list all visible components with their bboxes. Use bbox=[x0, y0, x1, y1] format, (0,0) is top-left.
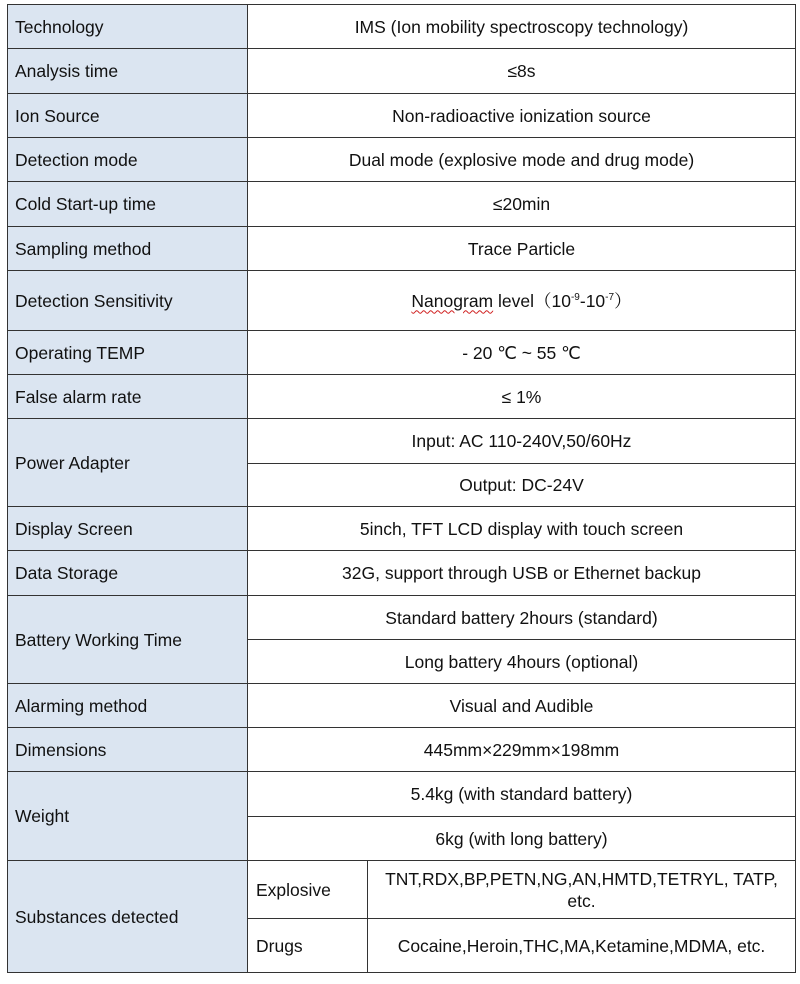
row-label-false-alarm: False alarm rate bbox=[8, 375, 248, 419]
sensitivity-text: level（10 bbox=[493, 290, 571, 311]
row-value-sampling-method: Trace Particle bbox=[248, 227, 796, 271]
row-label-analysis-time: Analysis time bbox=[8, 49, 248, 94]
row-value-display-screen: 5inch, TFT LCD display with touch screen bbox=[248, 507, 796, 551]
row-value-battery-standard: Standard battery 2hours (standard) bbox=[248, 596, 796, 640]
table-row bbox=[8, 861, 796, 919]
row-value-detection-mode: Dual mode (explosive mode and drug mode) bbox=[248, 138, 796, 182]
table-row bbox=[8, 375, 796, 419]
table-row bbox=[8, 551, 796, 596]
sublabel-drugs: Drugs bbox=[248, 919, 368, 973]
row-value-weight-long: 6kg (with long battery) bbox=[248, 817, 796, 861]
table-row bbox=[8, 94, 796, 138]
row-value-data-storage: 32G, support through USB or Ethernet backup bbox=[248, 551, 796, 596]
row-value-power-output: Output: DC-24V bbox=[248, 464, 796, 507]
row-value-drugs: Cocaine,Heroin,THC,MA,Ketamine,MDMA, etc. bbox=[368, 919, 796, 973]
row-value-sensitivity bbox=[248, 271, 796, 331]
row-label-battery-time: Battery Working Time bbox=[8, 596, 248, 684]
table-row bbox=[8, 507, 796, 551]
row-value-alarming-method: Visual and Audible bbox=[248, 684, 796, 728]
table-row bbox=[8, 684, 796, 728]
exponent: -9 bbox=[570, 291, 580, 303]
row-value-false-alarm: ≤ 1% bbox=[248, 375, 796, 419]
spec-table bbox=[7, 4, 796, 973]
table-row bbox=[8, 728, 796, 772]
spelling-flagged-word: Nanogram bbox=[411, 290, 494, 311]
row-label-sampling-method: Sampling method bbox=[8, 227, 248, 271]
table-row bbox=[8, 49, 796, 94]
row-value-analysis-time: ≤8s bbox=[248, 49, 796, 94]
row-label-technology: Technology bbox=[8, 5, 248, 49]
row-value-weight-standard: 5.4kg (with standard battery) bbox=[248, 772, 796, 817]
row-label-cold-startup: Cold Start-up time bbox=[8, 182, 248, 227]
row-value-operating-temp: - 20 ℃ ~ 55 ℃ bbox=[248, 331, 796, 375]
table-row bbox=[8, 331, 796, 375]
table-row bbox=[8, 419, 796, 464]
sensitivity-text: -10 bbox=[579, 290, 606, 311]
row-value-cold-startup: ≤20min bbox=[248, 182, 796, 227]
row-label-weight: Weight bbox=[8, 772, 248, 861]
row-value-battery-long: Long battery 4hours (optional) bbox=[248, 640, 796, 684]
sensitivity-text: ） bbox=[614, 290, 632, 311]
row-value-explosive: TNT,RDX,BP,PETN,NG,AN,HMTD,TETRYL, TATP, etc. bbox=[368, 861, 796, 919]
row-label-ion-source: Ion Source bbox=[8, 94, 248, 138]
table-row bbox=[8, 138, 796, 182]
table-row bbox=[8, 772, 796, 817]
table-row bbox=[8, 5, 796, 49]
row-label-power-adapter: Power Adapter bbox=[8, 419, 248, 507]
row-value-power-input: Input: AC 110-240V,50/60Hz bbox=[248, 419, 796, 464]
row-label-alarming-method: Alarming method bbox=[8, 684, 248, 728]
row-value-technology: IMS (Ion mobility spectroscopy technology) bbox=[248, 5, 796, 49]
sublabel-explosive: Explosive bbox=[248, 861, 368, 919]
row-label-operating-temp: Operating TEMP bbox=[8, 331, 248, 375]
row-label-substances: Substances detected bbox=[8, 861, 248, 973]
row-label-data-storage: Data Storage bbox=[8, 551, 248, 596]
row-label-display-screen: Display Screen bbox=[8, 507, 248, 551]
row-value-ion-source: Non-radioactive ionization source bbox=[248, 94, 796, 138]
row-label-sensitivity: Detection Sensitivity bbox=[8, 271, 248, 331]
exponent: -7 bbox=[605, 291, 615, 303]
table-row bbox=[8, 182, 796, 227]
table-row bbox=[8, 271, 796, 331]
row-label-detection-mode: Detection mode bbox=[8, 138, 248, 182]
table-row bbox=[8, 596, 796, 640]
table-row bbox=[8, 227, 796, 271]
row-value-dimensions: 445mm×229mm×198mm bbox=[248, 728, 796, 772]
row-label-dimensions: Dimensions bbox=[8, 728, 248, 772]
